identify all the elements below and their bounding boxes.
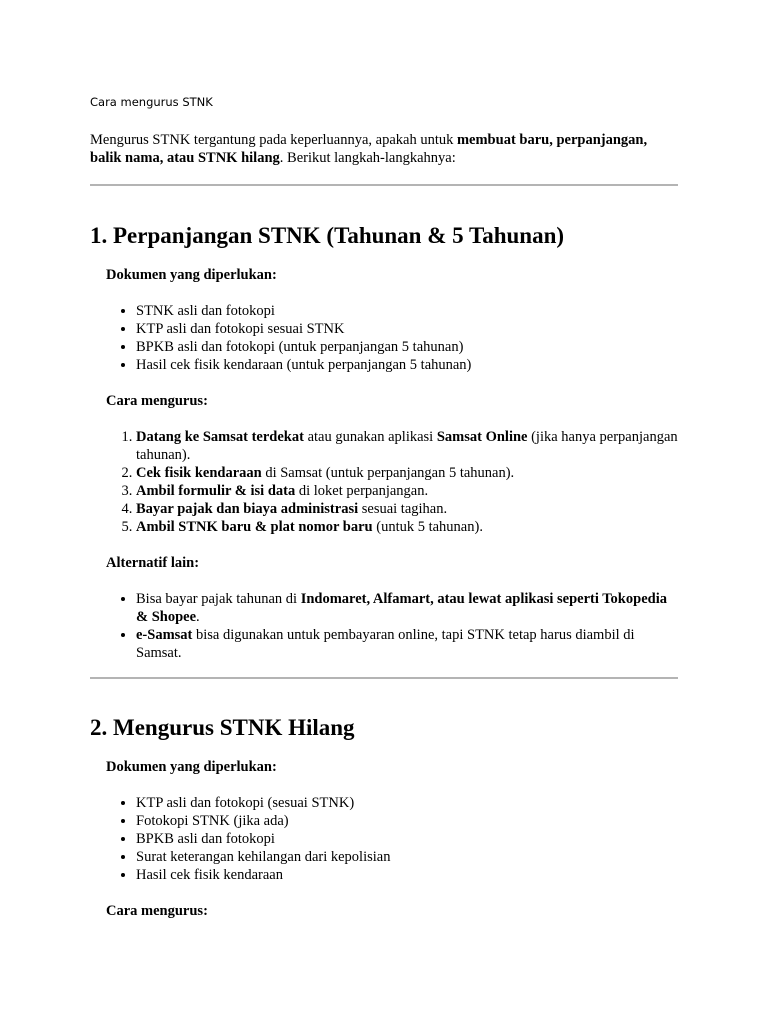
section-heading: 1. Perpanjangan STNK (Tahunan & 5 Tahunan): [90, 223, 565, 248]
horizontal-divider: [90, 184, 678, 186]
documents-list: [90, 794, 680, 884]
alt-bold-text: Indomaret, Alfamart, atau lewat aplikasi seperti Tokopedia & Shopee: [136, 591, 667, 625]
step-text: sesuai tagihan.: [358, 501, 448, 517]
list-item: • Surat keterangan kehilangan dari kepolisian: [136, 848, 680, 866]
step-bold-text: Datang ke Samsat terdekat: [136, 429, 304, 445]
list-item: • KTP asli dan fotokopi (sesuai STNK): [136, 794, 680, 812]
horizontal-divider: [90, 677, 678, 679]
step-item: [136, 518, 680, 536]
step-text: (untuk 5 tahunan).: [372, 519, 483, 535]
step-item: [136, 464, 680, 482]
section-heading: 2. Mengurus STNK Hilang: [90, 715, 355, 740]
documents-list: [90, 302, 680, 374]
document-title: Cara mengurus STNK: [90, 95, 213, 109]
list-item: • Fotokopi STNK (jika ada): [136, 812, 680, 830]
alt-bold-text: e-Samsat: [136, 627, 193, 643]
alt-text: .: [196, 609, 200, 625]
intro-text: Mengurus STNK tergantung pada keperluannya, apakah untuk: [90, 132, 457, 148]
list-item: • KTP asli dan fotokopi sesuai STNK: [136, 320, 680, 338]
step-bold-text: Bayar pajak dan biaya administrasi: [136, 501, 359, 517]
step-text: atau gunakan aplikasi: [303, 429, 437, 445]
list-item: • Hasil cek fisik kendaraan (untuk perpanjangan 5 tahunan): [136, 356, 680, 374]
list-item: [136, 626, 680, 662]
intro-text-end: . Berikut langkah-langkahnya:: [279, 150, 456, 166]
section-stnk-hilang: [90, 714, 680, 920]
step-item: [136, 500, 680, 518]
alternatives-label: Alternatif lain:: [106, 555, 200, 571]
list-item: • BPKB asli dan fotokopi (untuk perpanjangan 5 tahunan): [136, 338, 680, 356]
alt-text: bisa digunakan untuk pembayaran online, tapi STNK tetap harus diambil di Samsat.: [136, 627, 635, 661]
step-text: di Samsat (untuk perpanjangan 5 tahunan).: [261, 465, 515, 481]
alt-text: Bisa bayar pajak tahunan di: [136, 591, 301, 607]
documents-label: Dokumen yang diperlukan:: [106, 267, 277, 283]
step-bold-text: Ambil formulir & isi data: [136, 483, 296, 499]
step-text: (jika hanya perpanjangan tahunan).: [136, 429, 678, 463]
step-bold-text: Samsat Online: [436, 429, 528, 445]
documents-label: Dokumen yang diperlukan:: [106, 759, 277, 775]
step-item: [136, 482, 680, 500]
steps-label: Cara mengurus:: [106, 393, 208, 409]
list-item: [136, 590, 680, 626]
alternatives-list: [90, 590, 680, 662]
list-item: • STNK asli dan fotokopi: [136, 302, 680, 320]
step-bold-text: Cek fisik kendaraan: [136, 465, 262, 481]
steps-list: [90, 428, 680, 536]
section-perpanjangan: [90, 222, 680, 662]
step-bold-text: Ambil STNK baru & plat nomor baru: [136, 519, 373, 535]
list-item: • BPKB asli dan fotokopi: [136, 830, 680, 848]
intro-paragraph: [90, 131, 680, 167]
list-item: • Hasil cek fisik kendaraan: [136, 866, 680, 884]
step-text: di loket perpanjangan.: [295, 483, 429, 499]
intro-bold-text: membuat baru, perpanjangan, balik nama, atau STNK hilang: [90, 132, 648, 166]
step-item: [136, 428, 680, 464]
steps-label: Cara mengurus:: [106, 903, 208, 919]
